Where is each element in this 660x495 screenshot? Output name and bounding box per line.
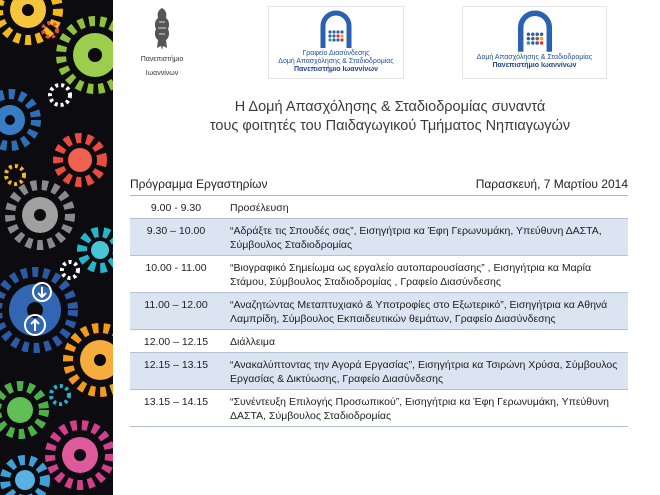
- university-name-line1: Πανεπιστήμιο: [140, 56, 184, 63]
- decorative-gears-band: [0, 0, 113, 495]
- row-time: 9.30 – 10.00: [146, 225, 206, 237]
- row-time: 13.15 – 14.15: [143, 396, 209, 408]
- arch-dots-logo-icon: [516, 10, 554, 54]
- event-title-line1: Η Δομή Απασχόλησης & Σταδιοδρομίας συναντά: [234, 99, 546, 115]
- row-time: 12.15 – 13.15: [143, 359, 209, 371]
- schedule-header: [130, 177, 628, 195]
- university-emblem-icon: [149, 6, 175, 50]
- row-description: “Βιογραφικό Σημείωμα ως εργαλείο αυτοπαρουσίασης” , Εισηγήτρια κα Μαρία Στάμου, Σύμβουλος Σταδιοδρομίας , Γραφείο Διασύνδεσης: [230, 262, 592, 288]
- university-logo: [134, 6, 190, 96]
- event-title: [120, 98, 660, 136]
- career-logo-line2: Πανεπιστήμιο Ιωαννίνων: [492, 62, 577, 69]
- row-description: “Ανακαλύπτοντας την Αγορά Εργασίας”, Εισηγήτρια κα Τσιρώνη Χρύσα, Σύμβουλος Εργασίας & Δικτύωσης, Γραφείο Διασύνδεσης: [230, 359, 618, 385]
- gears-illustration: [0, 0, 113, 495]
- row-description: Διάλλειμα: [230, 336, 276, 348]
- schedule-row: [130, 196, 628, 219]
- liaison-logo-line2: Δομή Απασχόλησης & Σταδιοδρομίας: [278, 58, 394, 65]
- schedule-heading: Πρόγραμμα Εργαστηρίων: [130, 177, 268, 191]
- career-structure-logo: [462, 6, 607, 79]
- row-time: 10.00 - 11.00: [145, 262, 207, 274]
- schedule-table: [130, 196, 628, 427]
- schedule-row: [130, 353, 628, 390]
- liaison-logo-line1: Γραφείο Διασύνδεσης: [302, 50, 370, 57]
- schedule-row: [130, 390, 628, 427]
- schedule-row: [130, 293, 628, 330]
- row-time: 12.00 – 12.15: [143, 336, 209, 348]
- schedule-row: [130, 330, 628, 353]
- schedule-row: [130, 256, 628, 293]
- event-title-line2: τους φοιτητές του Παιδαγωγικού Τμήματος Νηπιαγωγών: [209, 118, 571, 134]
- liaison-logo-line3: Πανεπιστήμιο Ιωαννίνων: [293, 66, 379, 73]
- schedule-row: [130, 219, 628, 256]
- row-description: “Συνέντευξη Επιλογής Προσωπικού”, Εισηγήτρια κα Έφη Γερωνυμάκη, Υπεύθυνη ΔΑΣΤΑ, Σύμβουλος Σταδιοδρομίας: [230, 396, 609, 422]
- row-time: 9.00 - 9.30: [150, 202, 202, 214]
- schedule-date: Παρασκευή, 7 Μαρτίου 2014: [475, 177, 628, 191]
- row-description: “Αδράξτε τις Σπουδές σας”, Εισηγήτρια κα Έφη Γερωνυμάκη, Υπεύθυνη ΔΑΣΤΑ, Σύμβουλος Σταδιοδρομίας: [230, 225, 602, 251]
- career-logo-line1: Δομή Απασχόλησης & Σταδιοδρομίας: [476, 54, 593, 61]
- row-time: 11.00 – 12.00: [144, 299, 208, 311]
- liaison-office-logo: [268, 6, 404, 79]
- row-description: “Αναζητώντας Μεταπτυχιακό & Υποτροφίες στο Εξωτερικό”, Εισηγήτρια κα Αθηνά Λαμπρίδη, Σύμβουλος Εκπαιδευτικών θεμάτων, Γραφείο Διασύνδεσης: [230, 299, 608, 325]
- row-description: Προσέλευση: [230, 202, 289, 214]
- university-name-line2: Ιωαννίνων: [145, 70, 179, 77]
- arch-dots-logo-icon: [319, 10, 353, 50]
